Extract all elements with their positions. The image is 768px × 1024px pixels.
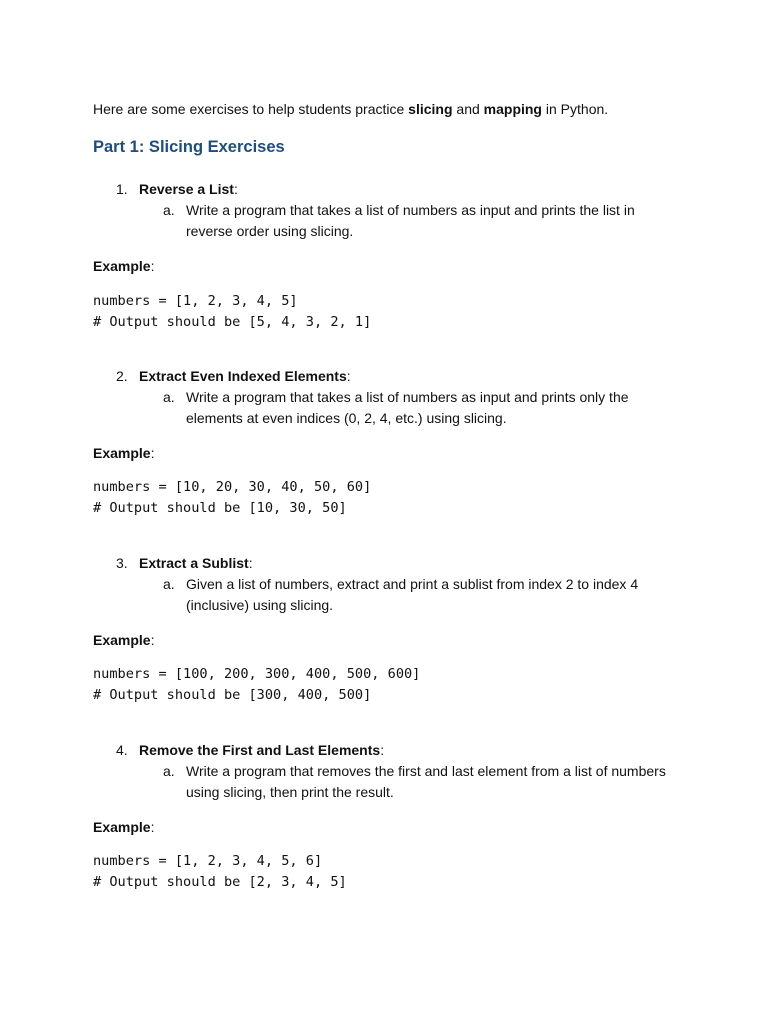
- code-line: numbers = [10, 20, 30, 40, 50, 60]: [93, 479, 372, 495]
- intro-text: and: [452, 101, 484, 117]
- exercise-subitem: [163, 200, 668, 241]
- exercise-subitem: [163, 761, 668, 802]
- exercise-number: 4.: [116, 742, 128, 758]
- exercise-title: 3. Extract a Sublist:: [116, 555, 253, 571]
- exercise-description: Write a program that takes a list of numbers as input and prints only the elements at even indices (0, 2, 4, etc.) using slicing.: [186, 389, 629, 426]
- section-heading: Part 1: Slicing Exercises: [93, 138, 285, 156]
- code-line: # Output should be [2, 3, 4, 5]: [93, 873, 347, 890]
- exercise-description: Write a program that takes a list of numbers as input and prints the list in reverse order using slicing.: [186, 202, 635, 239]
- exercise-number: 3.: [116, 555, 128, 571]
- document-page: [93, 98, 693, 890]
- intro-paragraph: [93, 98, 693, 120]
- exercise-subitem: [163, 387, 668, 428]
- intro-text: Here are some exercises to help students practice: [93, 101, 409, 117]
- subitem-marker: a.: [163, 763, 175, 779]
- exercise-title-text: Remove the First and Last Elements: [139, 742, 381, 758]
- code-block: [93, 291, 371, 332]
- exercise-title-text: Extract a Sublist: [139, 555, 249, 571]
- code-line: numbers = [1, 2, 3, 4, 5]: [93, 293, 298, 309]
- code-line: numbers = [1, 2, 3, 4, 5, 6]: [93, 853, 323, 869]
- exercise-title: 1. Reverse a List:: [116, 181, 238, 197]
- example-label-text: Example: [93, 632, 151, 648]
- exercise-number: 1.: [116, 181, 128, 197]
- exercise-title: 2. Extract Even Indexed Elements:: [116, 368, 351, 384]
- code-line: numbers = [100, 200, 300, 400, 500, 600]: [93, 666, 421, 682]
- example-label: Example:: [93, 632, 155, 648]
- exercise-subitem: [163, 574, 668, 615]
- example-label-text: Example: [93, 445, 151, 461]
- exercise-description: Given a list of numbers, extract and print a sublist from index 2 to index 4 (inclusive) using slicing.: [186, 576, 639, 613]
- example-label: Example:: [93, 445, 155, 461]
- subitem-marker: a.: [163, 389, 175, 405]
- exercise-description: Write a program that removes the first and last element from a list of numbers using slicing, then print the result.: [186, 763, 666, 800]
- example-label: Example:: [93, 819, 155, 835]
- code-line: # Output should be [5, 4, 3, 2, 1]: [93, 313, 372, 330]
- code-block: [93, 664, 420, 705]
- intro-text: in Python.: [542, 101, 609, 117]
- code-line: # Output should be [10, 30, 50]: [93, 499, 347, 516]
- subitem-marker: a.: [163, 202, 175, 218]
- exercise-title-text: Extract Even Indexed Elements: [139, 368, 347, 384]
- code-line: # Output should be [300, 400, 500]: [93, 686, 372, 703]
- exercise-title-text: Reverse a List: [139, 181, 234, 197]
- exercise-title: 4. Remove the First and Last Elements:: [116, 742, 385, 758]
- code-block: [93, 851, 347, 892]
- exercise-number: 2.: [116, 368, 128, 384]
- example-label-text: Example: [93, 258, 151, 274]
- intro-bold-slicing: slicing: [408, 101, 453, 117]
- subitem-marker: a.: [163, 576, 175, 592]
- example-label-text: Example: [93, 819, 151, 835]
- code-block: [93, 477, 371, 518]
- example-label: Example:: [93, 258, 155, 274]
- intro-bold-mapping: mapping: [483, 101, 542, 117]
